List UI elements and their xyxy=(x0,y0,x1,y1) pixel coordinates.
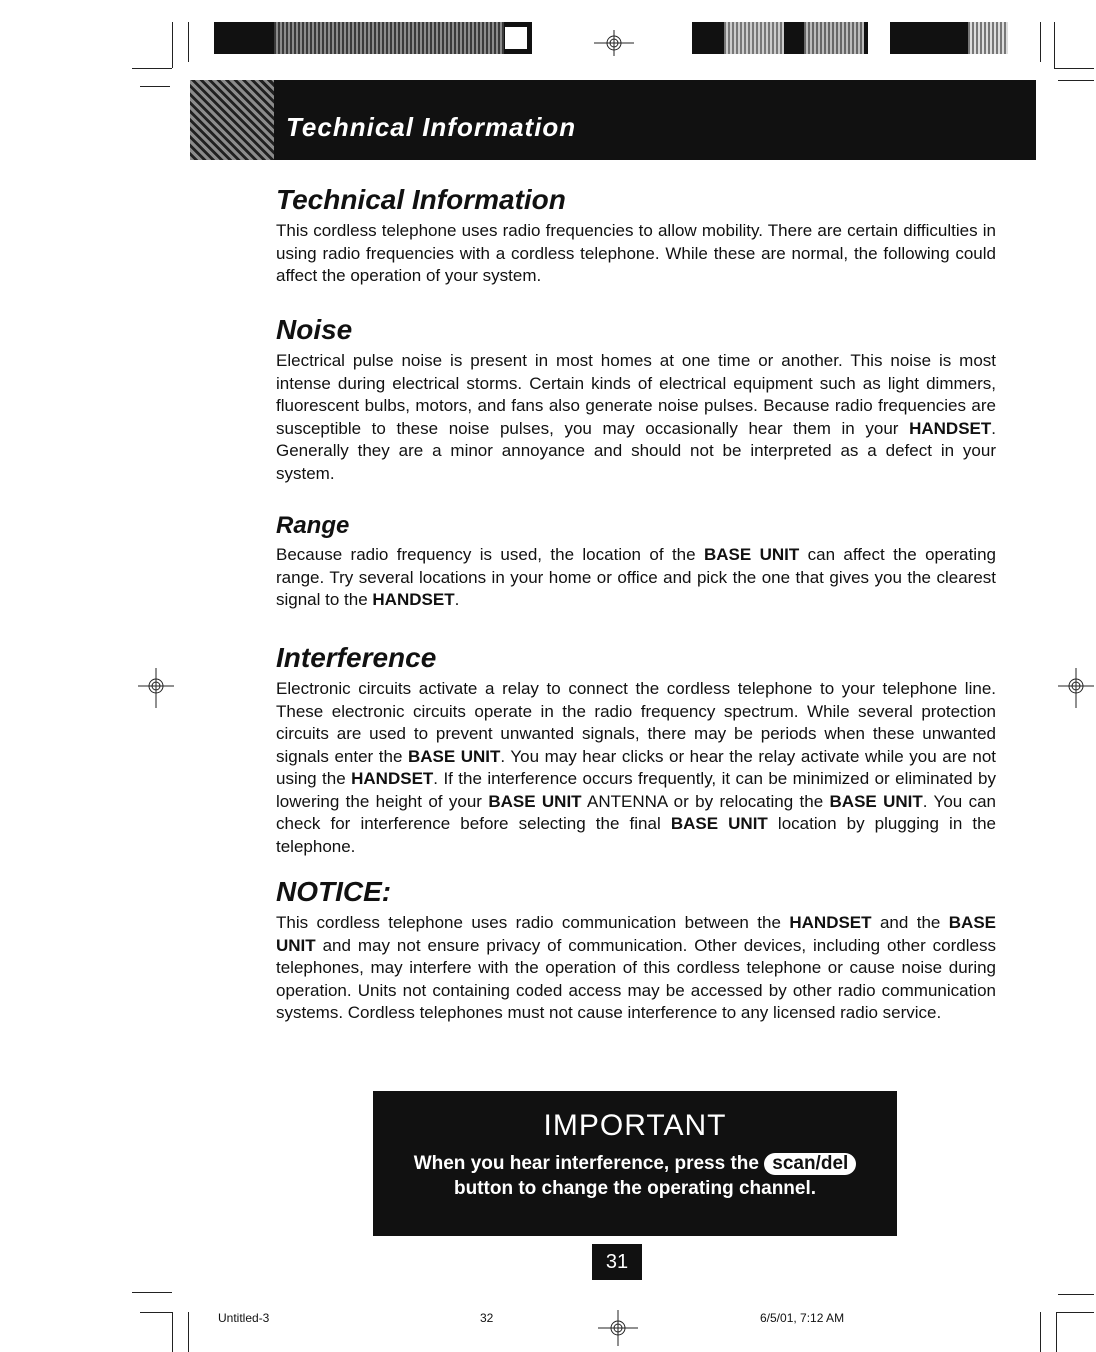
section-heading: NOTICE: xyxy=(276,876,392,907)
important-message xyxy=(373,1151,897,1201)
section-body: Because radio frequency is used, the location of the BASE UNIT can affect the operating range. Try several locations in your home or office and pick the one that gives you the clearest signal to the HANDSET. xyxy=(276,545,996,609)
header-title: Technical Information xyxy=(286,112,577,142)
section-heading: Interference xyxy=(276,642,437,673)
important-box xyxy=(373,1091,897,1236)
page-header xyxy=(190,80,1036,160)
color-bar xyxy=(692,22,1008,54)
section-heading: Noise xyxy=(276,314,353,345)
crop-mark xyxy=(188,1312,189,1352)
crop-mark xyxy=(1054,68,1094,69)
footer-file: Untitled-3 xyxy=(218,1311,270,1325)
header-pattern xyxy=(190,80,274,160)
crop-mark xyxy=(1056,1312,1057,1352)
section-heading: Technical Information xyxy=(276,184,566,215)
crop-mark xyxy=(132,68,172,69)
crop-mark xyxy=(172,1312,173,1352)
footer-page: 32 xyxy=(480,1311,494,1325)
crop-mark xyxy=(1054,22,1055,68)
section-body: Electronic circuits activate a relay to connect the cordless telephone to your telephone line. These electronic circuits operate in the radio frequency spectrum. While several protection circuits are used to prevent unwanted signals, there may be periods when these unwanted signals enter the BASE UNIT. You may hear clicks or hear the relay activate while you are not using the HANDSET. If the interference occurs frequently, it can be minimized or eliminated by lowering the height of your BASE UNIT ANTENNA or by relocating the BASE UNIT. You can check for interference before selecting the final BASE UNIT location by plugging in the telephone. xyxy=(276,679,997,856)
section-body: This cordless telephone uses radio frequencies to allow mobility. There are certain difficulties in using radio frequencies with a cordless telephone. While these are normal, the following could affect the operation of your system. xyxy=(276,221,996,285)
registration-mark-icon xyxy=(1058,668,1094,708)
crop-mark xyxy=(1058,80,1094,81)
registration-mark-icon xyxy=(138,668,174,708)
scan-del-button-label: scan/del xyxy=(764,1153,856,1175)
crop-mark xyxy=(140,1312,172,1313)
footer-timestamp: 6/5/01, 7:12 AM xyxy=(760,1311,845,1325)
section-heading: Range xyxy=(276,512,350,539)
important-line2: button to change the operating channel. xyxy=(453,1178,817,1199)
crop-mark xyxy=(1056,1312,1094,1313)
section-body: Electrical pulse noise is present in most homes at one time or another. This noise is most intense during electrical storms. Certain kinds of electrical equipment such as light dimmers, fluorescent bulbs, motors, and fans also generate noise pulses. Because radio frequencies are susceptible to these noise pulses, you may occasionally hear them in your HANDSET. Generally they are a minor annoyance and should not be interpreted as a defect in your system. xyxy=(276,351,996,483)
crop-mark xyxy=(140,86,170,87)
crop-mark xyxy=(172,22,173,68)
page-number: 31 xyxy=(592,1244,642,1280)
section-range xyxy=(276,512,996,612)
section-interference xyxy=(276,642,996,858)
section-noise xyxy=(276,314,996,485)
color-bar xyxy=(214,22,532,54)
section-body: This cordless telephone uses radio communication between the HANDSET and the BASE UNIT and may not ensure privacy of communication. Other devices, including other cordless telephones, may interfere with the operation of this cordless telephone or cause noise during operation. Units not containing coded access may be accessed by other radio communication systems. Cordless telephones must not cause interference to any licensed radio service. xyxy=(276,913,997,1022)
registration-mark-icon xyxy=(594,28,634,58)
crop-mark xyxy=(1040,22,1041,62)
section-technical-information xyxy=(276,184,996,288)
registration-mark-icon xyxy=(598,1310,638,1346)
important-line1: When you hear interference, press the xyxy=(413,1153,759,1174)
crop-mark xyxy=(188,22,189,62)
section-notice xyxy=(276,876,996,1025)
important-title: IMPORTANT xyxy=(543,1109,727,1142)
crop-mark xyxy=(1058,1294,1094,1295)
crop-mark xyxy=(1040,1312,1041,1352)
crop-mark xyxy=(132,1292,172,1293)
